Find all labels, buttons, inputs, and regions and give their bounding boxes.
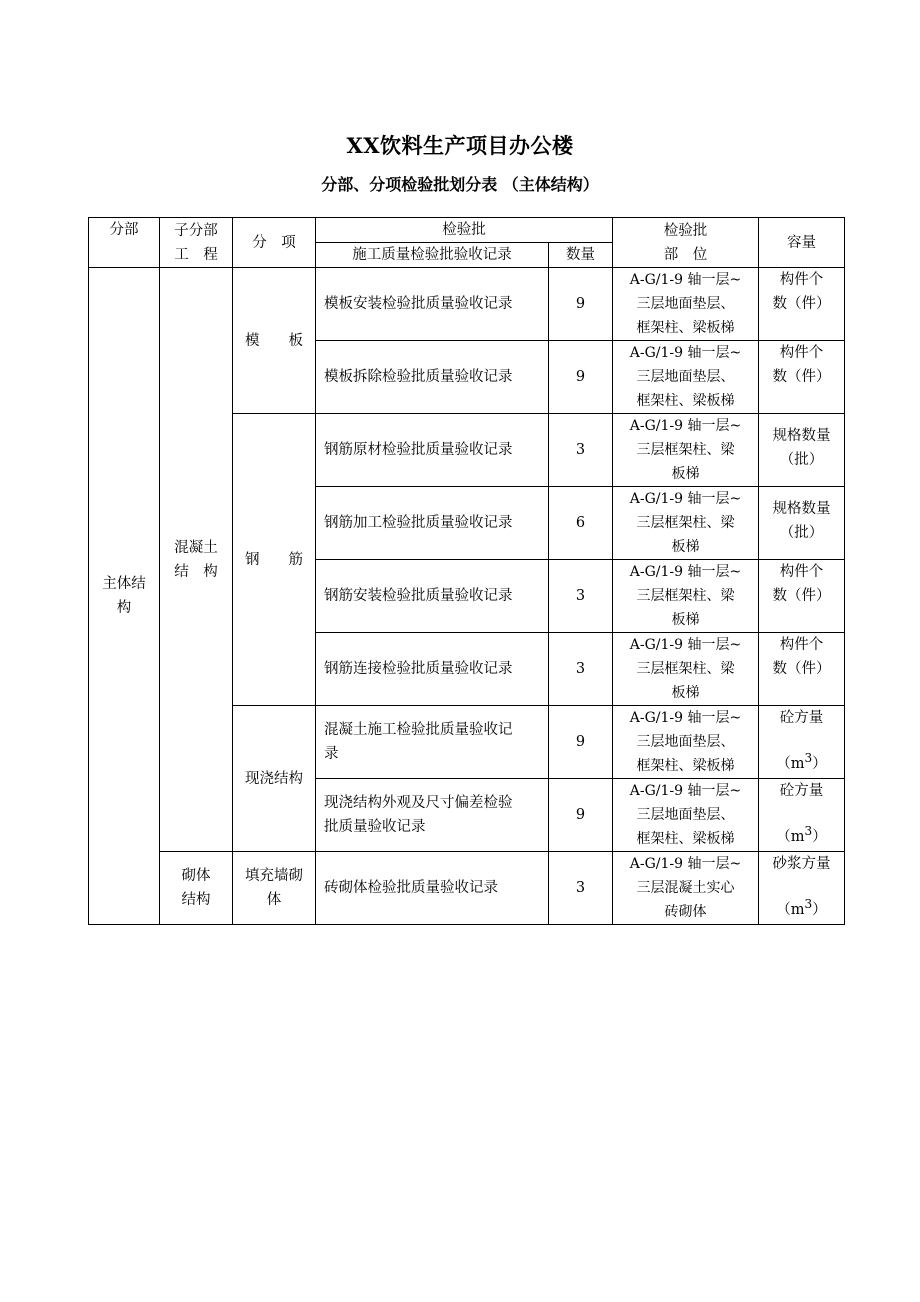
location-line1: A-G/1-9 轴一层~ — [629, 564, 742, 580]
location-line2: 三层框架柱、梁 — [636, 661, 735, 677]
capacity-unit-close: ） — [812, 901, 827, 918]
location-line2: 三层地面垫层、 — [636, 734, 735, 750]
qty-cell: 6 — [549, 487, 613, 560]
record-line1: 混凝土施工检验批质量验收记 — [324, 722, 513, 738]
qty-cell: 3 — [549, 560, 613, 633]
capacity-unit: （m — [776, 828, 805, 845]
capacity-unit-exponent: 3 — [804, 751, 813, 765]
location-line3: 框架柱、梁板梯 — [636, 320, 735, 336]
capacity-cell — [759, 268, 845, 341]
location-line3: 砖砌体 — [664, 904, 707, 920]
capacity-line2: 数（件） — [772, 369, 831, 385]
qty-cell: 9 — [549, 341, 613, 414]
capacity-line1: 规格数量 — [772, 501, 831, 517]
location-line1: A-G/1-9 轴一层~ — [629, 345, 742, 361]
capacity-line1: 规格数量 — [772, 428, 831, 444]
record-cell: 钢筋原材检验批质量验收记录 — [316, 414, 549, 487]
capacity-cell — [759, 414, 845, 487]
capacity-line1: 构件个 — [779, 272, 824, 288]
capacity-unit: （m — [776, 755, 805, 772]
table-row — [89, 852, 845, 925]
group-main-structure — [89, 268, 160, 925]
inspection-lot-table — [88, 217, 845, 925]
header-capacity-label: 容量 — [787, 234, 816, 251]
capacity-line2: 数（件） — [772, 661, 831, 677]
group-masonry-structure — [160, 852, 233, 925]
location-line1: A-G/1-9 轴一层~ — [629, 783, 742, 799]
location-line3: 板梯 — [671, 466, 700, 482]
header-zifenbu-line1: 子分部 — [174, 222, 218, 239]
group-main-line2: 构 — [116, 600, 132, 616]
capacity-line2 — [763, 803, 840, 849]
qty-cell: 3 — [549, 414, 613, 487]
document-title: XX饮料生产项目办公楼 — [346, 133, 574, 158]
capacity-unit-exponent: 3 — [804, 897, 813, 911]
capacity-line2 — [763, 876, 840, 922]
location-line3: 框架柱、梁板梯 — [636, 831, 735, 847]
location-line1: A-G/1-9 轴一层~ — [629, 491, 742, 507]
capacity-line2 — [763, 730, 840, 776]
location-line3: 板梯 — [671, 539, 700, 555]
location-line1: A-G/1-9 轴一层~ — [629, 418, 742, 434]
location-line2: 三层框架柱、梁 — [636, 442, 735, 458]
header-jianyanpi — [316, 218, 613, 243]
location-cell — [613, 706, 759, 779]
item-formwork — [233, 268, 316, 414]
record-line1: 现浇结构外观及尺寸偏差检验 — [324, 795, 513, 811]
record-cell — [316, 779, 549, 852]
location-line3: 框架柱、梁板梯 — [636, 393, 735, 409]
record-cell: 钢筋连接检验批质量验收记录 — [316, 633, 549, 706]
location-line1: A-G/1-9 轴一层~ — [629, 856, 742, 872]
record-line2: 录 — [324, 746, 339, 762]
capacity-unit: （m — [776, 901, 805, 918]
location-line2: 三层框架柱、梁 — [636, 588, 735, 604]
group-main-line1: 主体结 — [102, 576, 146, 592]
record-cell: 钢筋安装检验批质量验收记录 — [316, 560, 549, 633]
capacity-unit-exponent: 3 — [804, 824, 813, 838]
capacity-cell — [759, 487, 845, 560]
item-rebar-label: 钢 筋 — [245, 551, 303, 568]
header-capacity — [759, 218, 845, 268]
item-rebar — [233, 414, 316, 706]
qty-cell: 9 — [549, 706, 613, 779]
capacity-line2: 数（件） — [772, 588, 831, 604]
location-line3: 板梯 — [671, 612, 700, 628]
capacity-line1: 砼方量 — [779, 783, 824, 799]
capacity-line1: 构件个 — [779, 637, 824, 653]
capacity-cell — [759, 560, 845, 633]
capacity-unit-close: ） — [812, 828, 827, 845]
capacity-line1: 构件个 — [779, 345, 824, 361]
record-cell: 钢筋加工检验批质量验收记录 — [316, 487, 549, 560]
header-location-line1: 检验批 — [663, 222, 708, 239]
record-cell: 砖砌体检验批质量验收记录 — [316, 852, 549, 925]
capacity-cell — [759, 852, 845, 925]
header-location — [613, 218, 759, 268]
group-concrete-line2: 结 构 — [174, 563, 218, 580]
qty-cell: 9 — [549, 268, 613, 341]
qty-cell: 3 — [549, 633, 613, 706]
item-infill-line2: 体 — [266, 892, 282, 908]
location-line2: 三层框架柱、梁 — [636, 515, 735, 531]
capacity-line2: （批） — [779, 452, 824, 468]
capacity-line2: 数（件） — [772, 296, 831, 312]
record-cell: 模板拆除检验批质量验收记录 — [316, 341, 549, 414]
capacity-line1: 构件个 — [779, 564, 824, 580]
location-line3: 框架柱、梁板梯 — [636, 758, 735, 774]
header-location-line2: 部 位 — [663, 246, 708, 263]
header-fenxiang — [233, 218, 316, 268]
document-subtitle: 分部、分项检验批划分表 （主体结构） — [321, 175, 599, 194]
location-line2: 三层地面垫层、 — [636, 807, 735, 823]
header-row-1 — [89, 218, 845, 243]
location-cell — [613, 560, 759, 633]
capacity-cell — [759, 341, 845, 414]
header-fenbu — [89, 218, 160, 268]
group-concrete-structure — [160, 268, 233, 852]
group-masonry-line2: 结构 — [181, 892, 211, 908]
location-line1: A-G/1-9 轴一层~ — [629, 710, 742, 726]
group-concrete-line1: 混凝土 — [174, 539, 218, 556]
location-line3: 板梯 — [671, 685, 700, 701]
location-line1: A-G/1-9 轴一层~ — [629, 637, 742, 653]
capacity-line1: 砂浆方量 — [772, 856, 831, 872]
header-zifenbu — [160, 218, 233, 268]
table-row — [89, 268, 845, 341]
capacity-unit-close: ） — [812, 755, 827, 772]
location-line2: 三层地面垫层、 — [636, 296, 735, 312]
item-formwork-label: 模 板 — [245, 332, 303, 349]
item-infill-wall — [233, 852, 316, 925]
header-qty-label: 数量 — [566, 247, 595, 263]
item-castinplace — [233, 706, 316, 852]
location-line2: 三层混凝土实心 — [636, 880, 735, 896]
location-line2: 三层地面垫层、 — [636, 369, 735, 385]
record-line2: 批质量验收记录 — [324, 819, 426, 835]
location-cell — [613, 268, 759, 341]
qty-cell: 9 — [549, 779, 613, 852]
header-fenbu-label: 分部 — [109, 222, 139, 238]
capacity-line2: （批） — [779, 525, 824, 541]
header-record-label: 施工质量检验批验收记录 — [352, 247, 512, 263]
location-line1: A-G/1-9 轴一层~ — [629, 272, 742, 288]
location-cell — [613, 633, 759, 706]
location-cell — [613, 487, 759, 560]
header-fenxiang-label: 分 项 — [252, 234, 296, 251]
location-cell — [613, 341, 759, 414]
header-qty — [549, 243, 613, 268]
capacity-cell — [759, 779, 845, 852]
location-cell — [613, 414, 759, 487]
header-record — [316, 243, 549, 268]
capacity-line1: 砼方量 — [779, 710, 824, 726]
item-infill-line1: 填充墙砌 — [245, 868, 303, 884]
capacity-cell — [759, 706, 845, 779]
location-cell — [613, 779, 759, 852]
qty-cell: 3 — [549, 852, 613, 925]
record-cell: 模板安装检验批质量验收记录 — [316, 268, 549, 341]
record-cell — [316, 706, 549, 779]
capacity-cell — [759, 633, 845, 706]
item-castinplace-label: 现浇结构 — [245, 770, 303, 787]
header-zifenbu-line2: 工 程 — [174, 246, 218, 263]
header-jianyanpi-label: 检验批 — [442, 222, 486, 238]
location-cell — [613, 852, 759, 925]
group-masonry-line1: 砌体 — [181, 868, 211, 884]
